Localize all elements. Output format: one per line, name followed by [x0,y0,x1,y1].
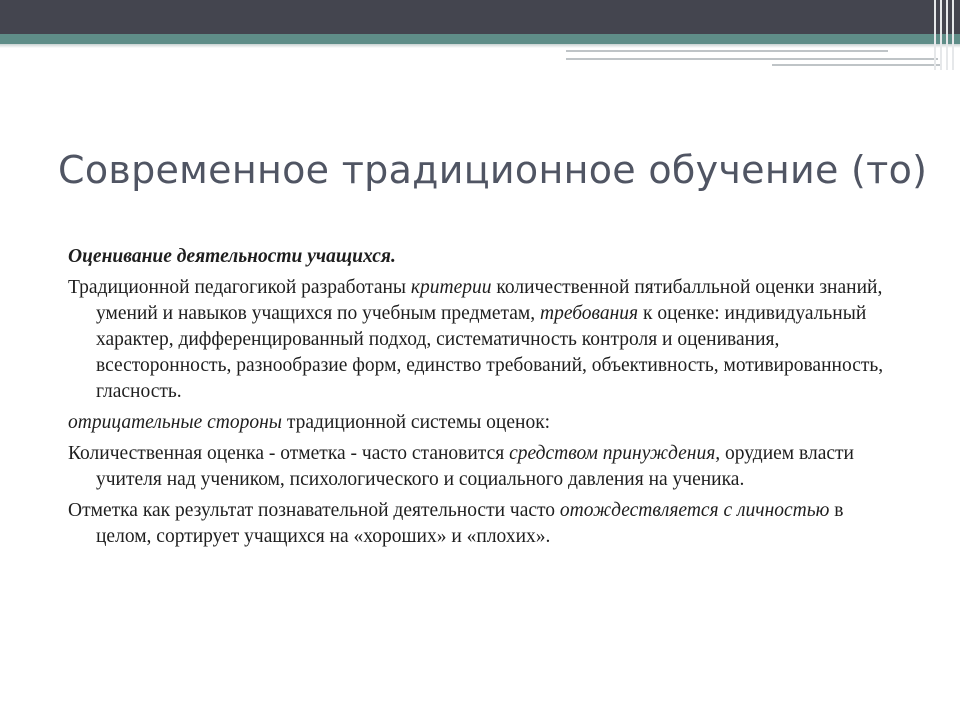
header-accent-line [566,50,888,52]
slide-title: Современное традиционное обучение (то) [58,148,928,192]
emphasis-text: отождествляется с личностью [559,500,830,521]
body-paragraph [68,441,898,493]
header-accent-line [772,64,942,66]
paragraph-text: к оценке: индивидуальный характер, дифференцированный подход, систематичность контроля и оценивания, всесторонность, разнообразие форм, единство требований, объективность, мотивированность, гласность. [96,303,884,402]
paragraph-text: орудием власти учителя над учеником, психологического и социального давления на ученика. [96,443,854,490]
emphasis-text: критерии [410,277,492,298]
slide-header-decoration [0,0,960,70]
paragraph-text: количественной пятибалльной оценки знаний, умений и навыков учащихся по учебным предметам, [96,277,883,324]
paragraph-text: Количественная оценка - отметка - часто становится [68,443,510,464]
section-heading [68,244,898,270]
emphasis-text: Оценивание деятельности учащихся. [68,246,396,267]
body-paragraph [68,410,898,436]
emphasis-text: средством принуждения, [509,443,721,464]
header-vertical-stripes [928,0,960,70]
paragraph-text: в целом, сортирует учащихся на «хороших» и «плохих». [96,500,844,547]
body-paragraph [68,275,898,405]
emphasis-text: требования [540,303,639,324]
header-teal-band [0,34,960,44]
body-paragraph [68,498,898,550]
paragraph-text: Традиционной педагогикой разработаны [68,277,411,298]
paragraph-text: Отметка как результат познавательной деятельности часто [68,500,560,521]
paragraph-text: традиционной системы оценок: [281,412,551,433]
header-dark-band [0,0,960,34]
slide-body [68,244,898,555]
emphasis-text: отрицательные стороны [68,412,282,433]
header-accent-line [566,58,938,60]
